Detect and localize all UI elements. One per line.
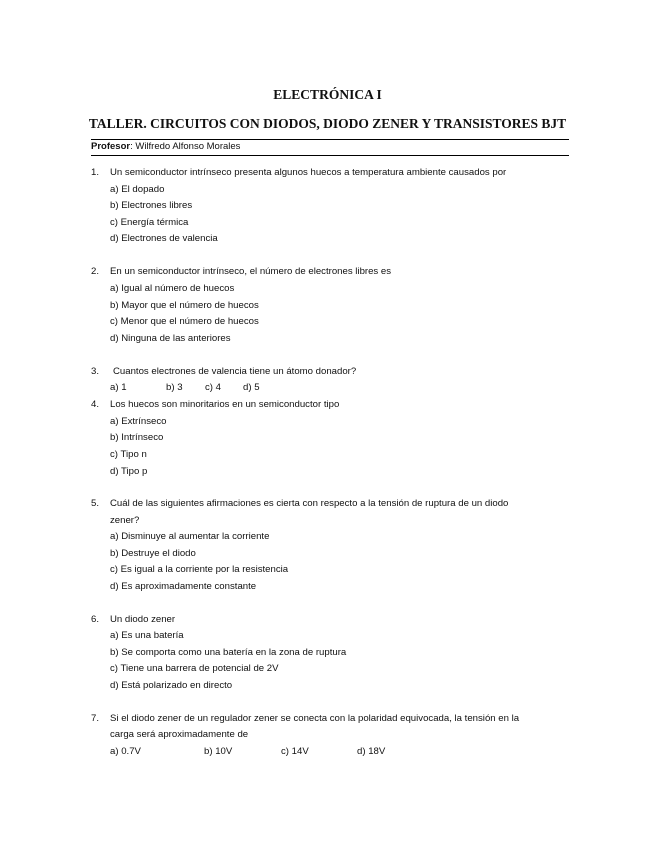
- question-option: d) 5: [243, 382, 260, 393]
- question-text: Un semiconductor intrínseco presenta algunos huecos a temperatura ambiente causados por: [110, 167, 507, 178]
- course-title: ELECTRÓNICA I: [273, 87, 382, 102]
- question-option: b) Se comporta como una batería en la zona de ruptura: [110, 647, 347, 658]
- question-option: d) 18V: [357, 746, 386, 757]
- question-option: a) Disminuye al aumentar la corriente: [110, 531, 270, 542]
- question-option: c) 4: [205, 382, 221, 393]
- professor-line: [91, 139, 569, 156]
- question-option: b) 3: [166, 382, 183, 393]
- question-text: En un semiconductor intrínseco, el número de electrones libres es: [110, 266, 392, 277]
- question-option: b) 10V: [204, 746, 233, 757]
- question-option: a) El dopado: [110, 184, 165, 195]
- question-option: a) 0.7V: [110, 746, 141, 757]
- question-option: c) Menor que el número de huecos: [110, 316, 259, 327]
- question-option: a) Extrínseco: [110, 416, 167, 427]
- question-number: 6.: [91, 614, 100, 625]
- question-option: d) Ninguna de las anteriores: [110, 333, 231, 344]
- question-option: a) 1: [110, 382, 127, 393]
- question-option: d) Es aproximadamente constante: [110, 581, 257, 592]
- question-text: Cuál de las siguientes afirmaciones es cierta con respecto a la tensión de ruptura de un diodo: [110, 498, 509, 509]
- question-number: 3.: [91, 366, 100, 377]
- question-text: Cuantos electrones de valencia tiene un átomo donador?: [113, 366, 357, 377]
- question-number: 4.: [91, 399, 100, 410]
- question-option: b) Electrones libres: [110, 200, 193, 211]
- question-number: 2.: [91, 266, 100, 277]
- question-option: c) Tipo n: [110, 449, 147, 460]
- question-text-continued: carga será aproximadamente de: [110, 729, 249, 740]
- question-text-continued: zener?: [110, 515, 140, 526]
- question-option: b) Intrínseco: [110, 432, 164, 443]
- question-option: a) Es una batería: [110, 630, 184, 641]
- question-option: d) Electrones de valencia: [110, 233, 218, 244]
- professor-label: Profesor: [91, 141, 131, 152]
- question-option: d) Tipo p: [110, 466, 148, 477]
- question-option: c) Energía térmica: [110, 217, 189, 228]
- question-option: c) 14V: [281, 746, 309, 757]
- workshop-title: TALLER. CIRCUITOS CON DIODOS, DIODO ZENER Y TRANSISTORES BJT: [88, 116, 567, 131]
- question-option: c) Es igual a la corriente por la resistencia: [110, 564, 289, 575]
- question-option: b) Destruye el diodo: [110, 548, 196, 559]
- question-number: 5.: [91, 498, 100, 509]
- question-option: a) Igual al número de huecos: [110, 283, 235, 294]
- question-text: Los huecos son minoritarios en un semiconductor tipo: [110, 399, 340, 410]
- professor-name: : Wilfredo Alfonso Morales: [130, 141, 241, 152]
- question-number: 7.: [91, 713, 100, 724]
- question-text: Un diodo zener: [110, 614, 176, 625]
- question-option: d) Está polarizado en directo: [110, 680, 233, 691]
- question-option: b) Mayor que el número de huecos: [110, 300, 259, 311]
- question-number: 1.: [91, 167, 100, 178]
- question-option: c) Tiene una barrera de potencial de 2V: [110, 663, 279, 674]
- question-text: Si el diodo zener de un regulador zener se conecta con la polaridad equivocada, la tensión en la: [110, 713, 520, 724]
